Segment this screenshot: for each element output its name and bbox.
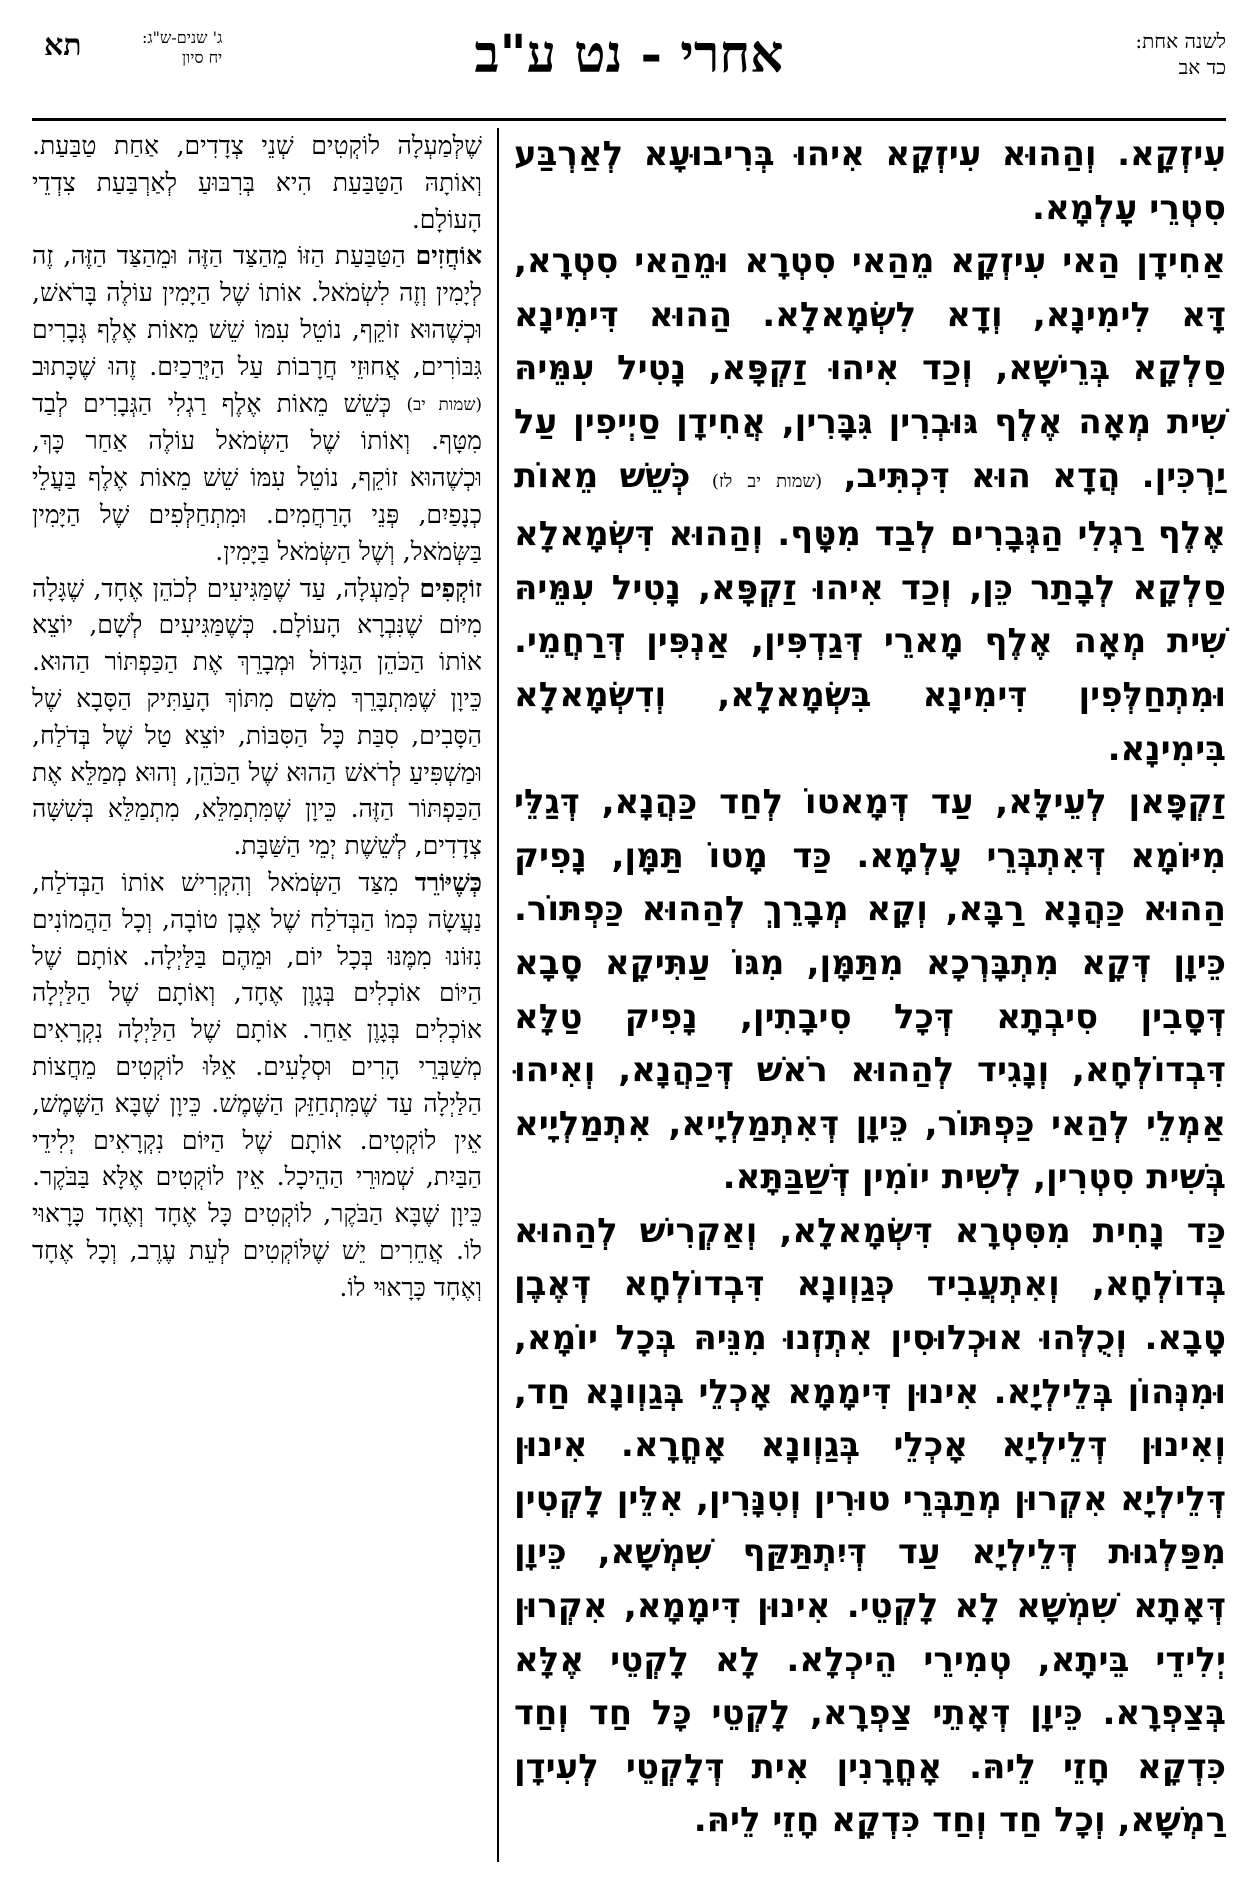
side-paragraph-text: הַטַּבַּעַת הַזּוֹ מֵהַצַּד הַזֶּה וּמֵהַצַּד הַזֶּה, זֶה לְיָמִין וְזֶה לִשְׂמֹאל. אוֹתוֹ שֶׁל הַיָּמִין עוֹלֶה בָּרֹאשׁ, וּכְשֶׁהוּא זוֹקֵף, נוֹטֵל עִמּוֹ שֵׁשׁ מֵאוֹת אֶלֶף גְּבָרִים גִּבּוֹרִים, אֲחוּזֵי חֲרָבוֹת עַל הַיְּרֵכַיִם. זֶהוּ שֶׁכָּתוּב: [32, 241, 482, 381]
side-paragraph: [32, 865, 482, 1307]
side-paragraph: [32, 238, 482, 570]
year-cycle-info: [1135, 28, 1226, 80]
page-header: [32, 22, 1226, 121]
year-label: לשנה אחת:: [1135, 29, 1226, 53]
three-year-cycle-info: [142, 28, 222, 68]
page-title: אחרי - נט ע"ב: [474, 24, 784, 85]
main-paragraph: [514, 128, 1226, 235]
side-paragraph: [32, 128, 482, 238]
main-paragraph: [514, 1205, 1226, 1848]
main-paragraph-text: אַחִידָן הַאי עִיזְקָא מֵהַאי סִטְרָא וּמֵהַאי סִטְרָא, דָּא לִימִינָא, וְדָא לִשְׂמָאלָא. הַהוּא דִּימִינָא סַלְקָא בְּרֵישָׁא, וְכַד אִיהוּ זַקְפָּא, נָטִיל עִמֵּיהּ שִׁית מְאָה אֶלֶף גּוּבְרִין גִּבָּרִין, אֲחִידָן סַיְיפִין עַל יַרְכִּין. הֲדָא הוּא דִּכְתִּיב,: [514, 241, 1226, 496]
lead-word: כְּשֶׁיּוֹרֵד: [414, 868, 482, 898]
lead-word: זוֹקְפִים: [419, 573, 482, 603]
cycle-label: ג' שנים-ש"ג:: [142, 28, 223, 47]
lead-word: אוֹחֲזִים: [415, 241, 482, 271]
verse-reference: (שמות יב לז): [711, 470, 823, 492]
cycle-date: יח סיון: [182, 48, 223, 67]
column-divider: [497, 128, 499, 1862]
hebrew-translation-column: [32, 128, 482, 1862]
main-paragraph: [514, 235, 1226, 776]
main-paragraph-text: כְּשֵׁשׁ מֵאוֹת אֶלֶף רַגְלִי הַגְּבָרִים לְבַד מִטָּף. וְהַהוּא דִּשְׂמָאלָא סַלְקָא לְבָתַר כֵּן, וְכַד אִיהוּ זַקְפָּא, נָטִיל עִמֵּיהּ שִׁית מְאָה אֶלֶף מָארֵי דְּגַדְפִּין, אַנְפִּין דְּרַחֲמֵי. וּמִתְחַלְּפִין דִּימִינָא בִּשְׂמָאלָא, וְדִשְׂמָאלָא בִּימִינָא.: [514, 455, 1226, 769]
verse-reference: (שמות יב): [406, 394, 482, 415]
main-paragraph-text: זַקְפָּאן לְעֵילָּא, עַד דְּמָאטוֹ לְחַד כַּהֲנָא, דְּגַלֵּי מִיּוֹמָא דְּאִתְבְּרֵי עָלְמָא. כַּד מָטוֹ תַּמָּן, נָפִיק הַהוּא כַּהֲנָא רַבָּא, וְקָא מְבָרֵךְ לְהַהוּא כַּפְתּוֹר. כֵּיוָן דְּקָא מִתְבָּרְכָא מִתַּמָּן, מִגּוֹ עַתִּיקָא סָבָא דְּסָבִין סִיבְתָא דְּכָל סִיבָתִין, נָפִיק טַלָּא דִּבְדוֹלְחָא, וְנָגִיד לְהַהוּא רֹאשׁ דְּכַהֲנָא, וְאִיהוּ אַמְלֵי לְהַאי כַּפְתּוֹר, כֵּיוָן דְּאִתְמַלְיָיא, אִתְמַלְיָיא בְּשִׁית סִטְרִין, לְשִׁית יוֹמִין דְּשַׁבַּתָּא.: [514, 782, 1226, 1198]
side-paragraph-text: לְמַעְלָה, עַד שֶׁמַּגִּיעִים לְכֹהֵן אֶחָד, שֶׁגָּלָה מִיּוֹם שֶׁנִּבְרָא הָעוֹלָם. כְּשֶׁמַּגִּיעִים לְשָׁם, יוֹצֵא אוֹתוֹ הַכֹּהֵן הַגָּדוֹל וּמְבָרֵךְ אֶת הַכַּפְתּוֹר הַהוּא. כֵּיוָן שֶׁמִּתְבָּרֵךְ מִשָּׁם מִתּוֹךְ הָעַתִּיק הַסָּבָא שֶׁל הַסָּבִים, סִבַּת כָּל הַסִּבּוֹת, יוֹצֵא טַל שֶׁל בְּדֹלַח, וּמַשְׁפִּיעַ לְרֹאשׁ הַהוּא שֶׁל הַכֹּהֵן, וְהוּא מְמַלֵּא אֶת הַכַּפְתּוֹר הַזֶּה. כֵּיוָן שֶׁמִּתְמַלֵּא, מִתְמַלֵּא בְּשִׁשָּׁה צְדָדִים, לְשֵׁשֶׁת יְמֵי הַשַּׁבָּת.: [32, 573, 482, 861]
folio-number: תא: [44, 28, 82, 63]
side-paragraph-text: שֶׁלְּמַעְלָה לוֹקְטִים שְׁנֵי צְדָדִים, אַחַת טַבַּעַת. וְאוֹתָהּ הַטַּבַּעַת הִיא בְּרִבּוּעַ לְאַרְבַּעַת צִדְדֵי הָעוֹלָם.: [32, 131, 482, 234]
main-aramaic-column: [514, 128, 1226, 1862]
page: [32, 22, 1226, 1862]
year-date: כד אב: [1178, 55, 1226, 79]
side-paragraph: [32, 571, 482, 865]
side-paragraph-text: מִצַּד הַשְּׂמֹאל וְהִקְרִישׁ אוֹתוֹ הַבְּדֹלַח, נַעֲשָׂה כְּמוֹ הַבְּדֹלַח שֶׁל אֶבֶן טוֹבָה, וְכָל הַהֲמוֹנִים נִזּוֹנוּ מִמֶּנּוּ בְּכָל יוֹם, וּמֵהֶם בַּלַּיְלָה. אוֹתָם שֶׁל הַיּוֹם אוֹכְלִים בְּגָוֶן אֶחָד, וְאוֹתָם שֶׁל הַלַּיְלָה אוֹכְלִים בְּגָוֶן אַחֵר. אוֹתָם שֶׁל הַלַּיְלָה נִקְרָאִים מְשַׁבְּרֵי הָרִים וּסְלָעִים. אֵלּוּ לוֹקְטִים מֵחֲצוֹת הַלַּיְלָה עַד שֶׁמִּתְחַזֵּק הַשֶּׁמֶשׁ. כֵּיוָן שֶׁבָּא הַשֶּׁמֶשׁ, אֵין לוֹקְטִים. אוֹתָם שֶׁל הַיּוֹם נִקְרָאִים יְלִידֵי הַבַּיִת, שְׁמוּרֵי הַהֵיכָל. אֵין לוֹקְטִים אֶלָּא בַּבֹּקֶר. כֵּיוָן שֶׁבָּא הַבֹּקֶר, לוֹקְטִים כָּל אֶחָד וְאֶחָד כָּרָאוּי לוֹ. אֲחֵרִים יֵשׁ שֶׁלּוֹקְטִים לְעֵת עֶרֶב, וְכָל אֶחָד וְאֶחָד כָּרָאוּי לוֹ.: [32, 868, 482, 1302]
side-paragraph-text: כְּשֵׁשׁ מֵאוֹת אֶלֶף רַגְלִי הַגְּבָרִים לְבַד מִטָּף. וְאוֹתוֹ שֶׁל הַשְּׂמֹאל עוֹלֶה אַחַר כָּךְ, וּכְשֶׁהוּא זוֹקֵף, נוֹטֵל עִמּוֹ שֵׁשׁ מֵאוֹת אֶלֶף בַּעֲלֵי כְנָפַיִם, פְּנֵי הָרַחֲמִים. וּמִתְחַלְּפִים שֶׁל הַיָּמִין בַּשְּׂמֹאל, וְשֶׁל הַשְּׂמֹאל בַּיָּמִין.: [32, 388, 482, 566]
main-paragraph: [514, 776, 1226, 1205]
main-paragraph-text: כַּד נָחִית מִסִּטְרָא דִּשְׂמָאלָא, וְאַקְרִישׁ לְהַהוּא בְּדוֹלְחָא, וְאִתְעֲבִיד כְּגַוְונָא דִּבְדוֹלְחָא דְּאֶבֶן טָבָא. וְכֻלְּהוּ אוּכְלוּסִין אִתְזְנוּ מִנֵּיהּ בְּכָל יוֹמָא, וּמִנְּהוֹן בְּלֵילְיָא. אִינוּן דִּימָמָא אָכְלֵי בְּגַוְונָא חַד, וְאִינוּן דְּלֵילְיָא אָכְלֵי בְּגַוְונָא אָחֳרָא. אִינוּן דְּלֵילְיָא אִקְרוּן מְתַבְּרֵי טוּרִין וְטִנָּרִין, אִלֵּין לָקְטִין מִפַּלְגוּת דְּלֵילְיָא עַד דְּיִתְתַּקַּף שִׁמְשָׁא, כֵּיוָן דְּאָתָא שִׁמְשָׁא לָא לָקְטֵי. אִינוּן דִּימָמָא, אִקְרוּן יְלִידֵי בֵּיתָא, טְמִירֵי הֵיכְלָא. לָא לָקְטֵי אֶלָּא בְּצַפְרָא. כֵּיוָן דְּאָתֵי צַפְרָא, לָקְטֵי כָּל חַד וְחַד כִּדְקָא חָזֵי לֵיהּ. אָחֳרָנִין אִית דְּלָקְטֵי לְעִידָן רַמְשָׁא, וְכָל חַד וְחַד כִּדְקָא חָזֵי לֵיהּ.: [514, 1210, 1226, 1841]
text-columns: [32, 128, 1226, 1862]
main-paragraph-text: עִיזְקָא. וְהַהוּא עִיזְקָא אִיהוּ בְּרִיבוּעָא לְאַרְבַּע סִטְרֵי עָלְמָא.: [514, 134, 1226, 228]
